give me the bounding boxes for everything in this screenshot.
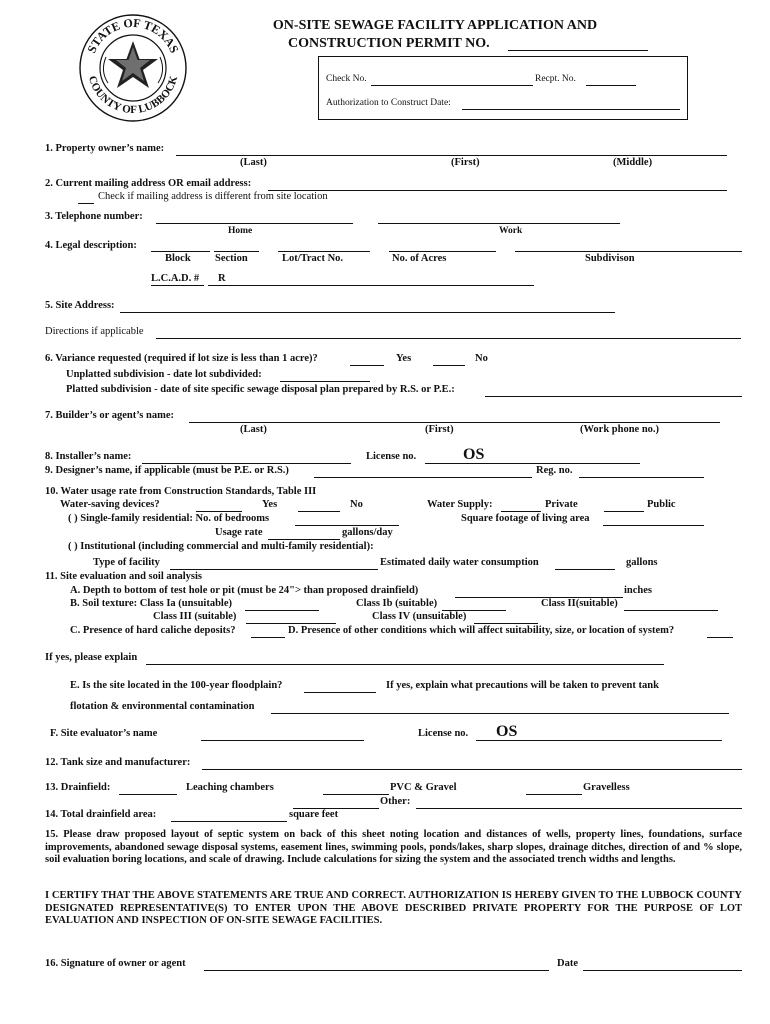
recpt-no-input[interactable] xyxy=(586,73,636,86)
square-feet-label: square feet xyxy=(289,809,339,820)
acres-input[interactable] xyxy=(389,239,496,252)
soil-class-ib-label: Class Ib (suitable) xyxy=(356,598,438,609)
drainfield-leaching-input[interactable] xyxy=(119,782,177,795)
evaluator-license-input[interactable] xyxy=(524,728,722,740)
gallons-label: gallons xyxy=(626,557,658,568)
facility-type-label: Type of facility xyxy=(93,557,160,568)
soil-class-iv-label: Class IV (unsuitable) xyxy=(372,611,467,622)
work-caption: Work xyxy=(499,226,523,236)
seal-branch-left xyxy=(103,57,108,83)
builder-work-phone-caption: (Work phone no.) xyxy=(580,424,660,435)
water-saving-yes-input[interactable] xyxy=(196,499,242,512)
designer-reg-input[interactable] xyxy=(579,465,704,478)
water-saving-label: Water-saving devices? xyxy=(60,499,160,510)
tank-input[interactable] xyxy=(202,757,742,770)
home-caption: Home xyxy=(228,226,253,236)
single-family-label: ( ) Single-family residential: No. of bedrooms xyxy=(68,513,270,524)
recpt-no-label: Recpt. No. xyxy=(535,74,576,84)
check-no-input[interactable] xyxy=(371,73,533,86)
est-consumption-label: Estimated daily water consumption xyxy=(380,557,539,568)
unplatted-label: Unplatted subdivision - date lot subdivided: xyxy=(66,369,262,380)
water-saving-no-input[interactable] xyxy=(298,499,340,512)
test-depth-label: A. Depth to bottom of test hole or pit (must be 24"> than proposed drainfield) xyxy=(70,585,419,596)
mailing-address-label: 2. Current mailing address OR email address: xyxy=(45,178,252,189)
platted-label: Platted subdivision - date of site specific sewage disposal plan prepared by R.S. or P.E.: xyxy=(66,384,455,395)
acres-caption: No. of Acres xyxy=(392,253,447,264)
institutional-label: ( ) Institutional (including commercial and multi-family residential): xyxy=(68,541,374,552)
evaluator-license-label: License no. xyxy=(418,728,469,739)
variance-no-label: No xyxy=(475,353,488,364)
home-phone-input[interactable] xyxy=(156,211,353,224)
inches-label: inches xyxy=(624,585,653,596)
other-drainfield-label: Other: xyxy=(380,796,411,807)
explain-label: If yes, please explain xyxy=(45,652,138,663)
sqft-living-label: Square footage of living area xyxy=(461,513,590,524)
county-seal xyxy=(78,13,188,123)
variance-yes-input[interactable] xyxy=(350,353,384,366)
other-drainfield-input[interactable] xyxy=(416,796,742,809)
designer-name-input[interactable] xyxy=(314,465,532,478)
lcad-prefix: R xyxy=(218,273,226,284)
star-icon xyxy=(108,41,158,88)
soil-class-ii-label: Class II(suitable) xyxy=(541,598,618,609)
variance-label: 6. Variance requested (required if lot size is less than 1 acre)? xyxy=(45,353,318,364)
seal-top-text: STATE OF TEXAS xyxy=(84,15,182,56)
installer-license-label: License no. xyxy=(366,451,417,462)
lcad-label: L.C.A.D. # xyxy=(151,273,200,284)
permit-number-input[interactable] xyxy=(508,38,648,51)
owner-first-caption: (First) xyxy=(451,157,480,168)
usage-rate-label: Usage rate xyxy=(215,527,263,538)
supply-public-label: Public xyxy=(647,499,676,510)
directions-input[interactable] xyxy=(156,326,741,339)
installer-name-input[interactable] xyxy=(142,451,351,464)
legal-description-label: 4. Legal description: xyxy=(45,240,137,251)
evaluator-name-label: F. Site evaluator’s name xyxy=(50,728,158,739)
office-use-box xyxy=(318,56,688,120)
caliche-label: C. Presence of hard caliche deposits? xyxy=(70,625,236,636)
est-consumption-input[interactable] xyxy=(555,557,615,570)
gravelless-label: Gravelless xyxy=(583,782,630,793)
builder-name-input[interactable] xyxy=(189,410,720,423)
builder-name-label: 7. Builder’s or agent’s name: xyxy=(45,410,174,421)
auth-date-input[interactable] xyxy=(462,97,680,110)
supply-private-label: Private xyxy=(545,499,578,510)
unplatted-input[interactable] xyxy=(280,369,370,382)
floodplain-input[interactable] xyxy=(304,680,376,693)
evaluator-name-input[interactable] xyxy=(201,728,364,741)
owner-name-label: 1. Property owner’s name: xyxy=(45,143,165,154)
sqft-living-input[interactable] xyxy=(603,513,704,526)
site-address-label: 5. Site Address: xyxy=(45,300,115,311)
mailing-different-label: Check if mailing address is different from site location xyxy=(98,191,328,202)
installer-license-input[interactable] xyxy=(490,451,640,463)
site-eval-label: 11. Site evaluation and soil analysis xyxy=(45,571,202,582)
pvc-gravel-input[interactable] xyxy=(323,782,389,795)
flotation-input[interactable] xyxy=(271,701,729,714)
installer-license-prefix: OS xyxy=(463,446,485,463)
test-depth-input[interactable] xyxy=(455,585,623,598)
section-caption: Section xyxy=(215,253,248,264)
directions-label: Directions if applicable xyxy=(45,326,144,337)
pvc-gravel-label: PVC & Gravel xyxy=(390,782,457,793)
tank-label: 12. Tank size and manufacturer: xyxy=(45,757,191,768)
installer-name-label: 8. Installer’s name: xyxy=(45,451,132,462)
lcad-input[interactable] xyxy=(208,273,534,286)
mailing-different-check[interactable] xyxy=(78,191,94,204)
soil-class-iii-label: Class III (suitable) xyxy=(153,611,237,622)
soil-class-ia-label: B. Soil texture: Class Ia (unsuitable) xyxy=(70,598,232,609)
builder-first-caption: (First) xyxy=(425,424,454,435)
variance-yes-label: Yes xyxy=(396,353,412,364)
auth-date-label: Authorization to Construct Date: xyxy=(326,98,451,108)
platted-input[interactable] xyxy=(485,384,742,397)
seal-branch-right xyxy=(158,57,163,83)
owner-middle-caption: (Middle) xyxy=(613,157,653,168)
caliche-input[interactable] xyxy=(251,625,285,638)
signature-label: 16. Signature of owner or agent xyxy=(45,958,186,969)
total-area-input[interactable] xyxy=(171,809,287,822)
explain-input[interactable] xyxy=(146,652,664,665)
block-input[interactable] xyxy=(151,239,210,252)
work-phone-input[interactable] xyxy=(378,211,620,224)
certification-statement: I CERTIFY THAT THE ABOVE STATEMENTS ARE TRUE AND CORRECT. AUTHORIZATION IS HEREBY GIVEN TO THE LUBBOCK COUNTY DESIGNATED REPRESENTATIVE(S) TO ENTER UPON THE ABOVE DESCRIBED PRIVATE PROPERTY FOR THE PURPOSE OF LOT EVALUATION AND INSPECTION OF ON-SITE SEWAGE FACILITIES. xyxy=(45,890,742,926)
water-saving-yes-label: Yes xyxy=(262,499,278,510)
other-conditions-input[interactable] xyxy=(707,625,733,638)
soil-class-ii-input[interactable] xyxy=(624,598,718,611)
drainfield-label: 13. Drainfield: xyxy=(45,782,111,793)
water-supply-label: Water Supply: xyxy=(427,499,493,510)
seal-bottom-text: COUNTY OF LUBBOCK xyxy=(85,74,181,117)
leaching-chambers-label: Leaching chambers xyxy=(186,782,274,793)
facility-type-input[interactable] xyxy=(170,557,378,570)
water-usage-label: 10. Water usage rate from Construction Standards, Table III xyxy=(45,486,317,497)
variance-no-input[interactable] xyxy=(433,353,465,366)
bedrooms-input[interactable] xyxy=(295,513,399,526)
signature-date-input[interactable] xyxy=(583,958,742,971)
gravelless-input[interactable] xyxy=(526,782,582,795)
designer-reg-label: Reg. no. xyxy=(536,465,573,476)
total-area-label: 14. Total drainfield area: xyxy=(45,809,157,820)
subdivision-caption: Subdivison xyxy=(585,253,635,264)
owner-last-caption: (Last) xyxy=(240,157,267,168)
form-title-line2: CONSTRUCTION PERMIT NO. xyxy=(288,36,490,51)
evaluator-license-prefix: OS xyxy=(496,723,518,740)
lot-caption: Lot/Tract No. xyxy=(282,253,344,264)
signature-date-label: Date xyxy=(557,958,578,969)
water-saving-no-label: No xyxy=(350,499,363,510)
site-address-input[interactable] xyxy=(120,300,615,313)
soil-class-ib-input[interactable] xyxy=(442,598,506,611)
section-input[interactable] xyxy=(214,239,259,252)
lot-input[interactable] xyxy=(278,239,370,252)
gallons-day-label: gallons/day xyxy=(342,527,393,538)
supply-public-input[interactable] xyxy=(604,499,644,512)
telephone-label: 3. Telephone number: xyxy=(45,211,143,222)
check-no-label: Check No. xyxy=(326,74,367,84)
floodplain-explain-label: If yes, explain what precautions will be taken to prevent tank xyxy=(386,680,659,691)
layout-instructions: 15. Please draw proposed layout of septic system on back of this sheet noting location and distances of wells, property lines, foundations, surface improvements, abandoned sewage disposal systems, easement lines, swimming pools, ponds/lakes, sharp slopes, drainage ditches, direction of and % slope, soil evaluation boring locations, and scale of drawing. Include calculations for sizing the system and the associated trench widths and lengths. xyxy=(45,829,742,865)
mailing-address-input[interactable] xyxy=(268,178,727,191)
signature-input[interactable] xyxy=(204,958,549,971)
soil-class-iv-input[interactable] xyxy=(474,611,538,624)
subdivision-input[interactable] xyxy=(515,239,742,252)
soil-class-ia-input[interactable] xyxy=(245,598,319,611)
form-title-line1: ON-SITE SEWAGE FACILITY APPLICATION AND xyxy=(272,18,598,33)
other-drainfield-check[interactable] xyxy=(293,796,379,809)
flotation-label: flotation & environmental contamination xyxy=(70,701,255,712)
other-conditions-label: D. Presence of other conditions which will affect suitability, size, or location of system? xyxy=(288,625,675,636)
floodplain-label: E. Is the site located in the 100-year floodplain? xyxy=(70,680,283,691)
block-caption: Block xyxy=(165,253,191,264)
seal-graphic xyxy=(78,13,188,123)
designer-name-label: 9. Designer’s name, if applicable (must be P.E. or R.S.) xyxy=(45,465,289,476)
owner-name-input[interactable] xyxy=(176,143,727,156)
supply-private-input[interactable] xyxy=(501,499,541,512)
builder-last-caption: (Last) xyxy=(240,424,267,435)
soil-class-iii-input[interactable] xyxy=(246,611,336,624)
usage-rate-input[interactable] xyxy=(268,527,340,540)
